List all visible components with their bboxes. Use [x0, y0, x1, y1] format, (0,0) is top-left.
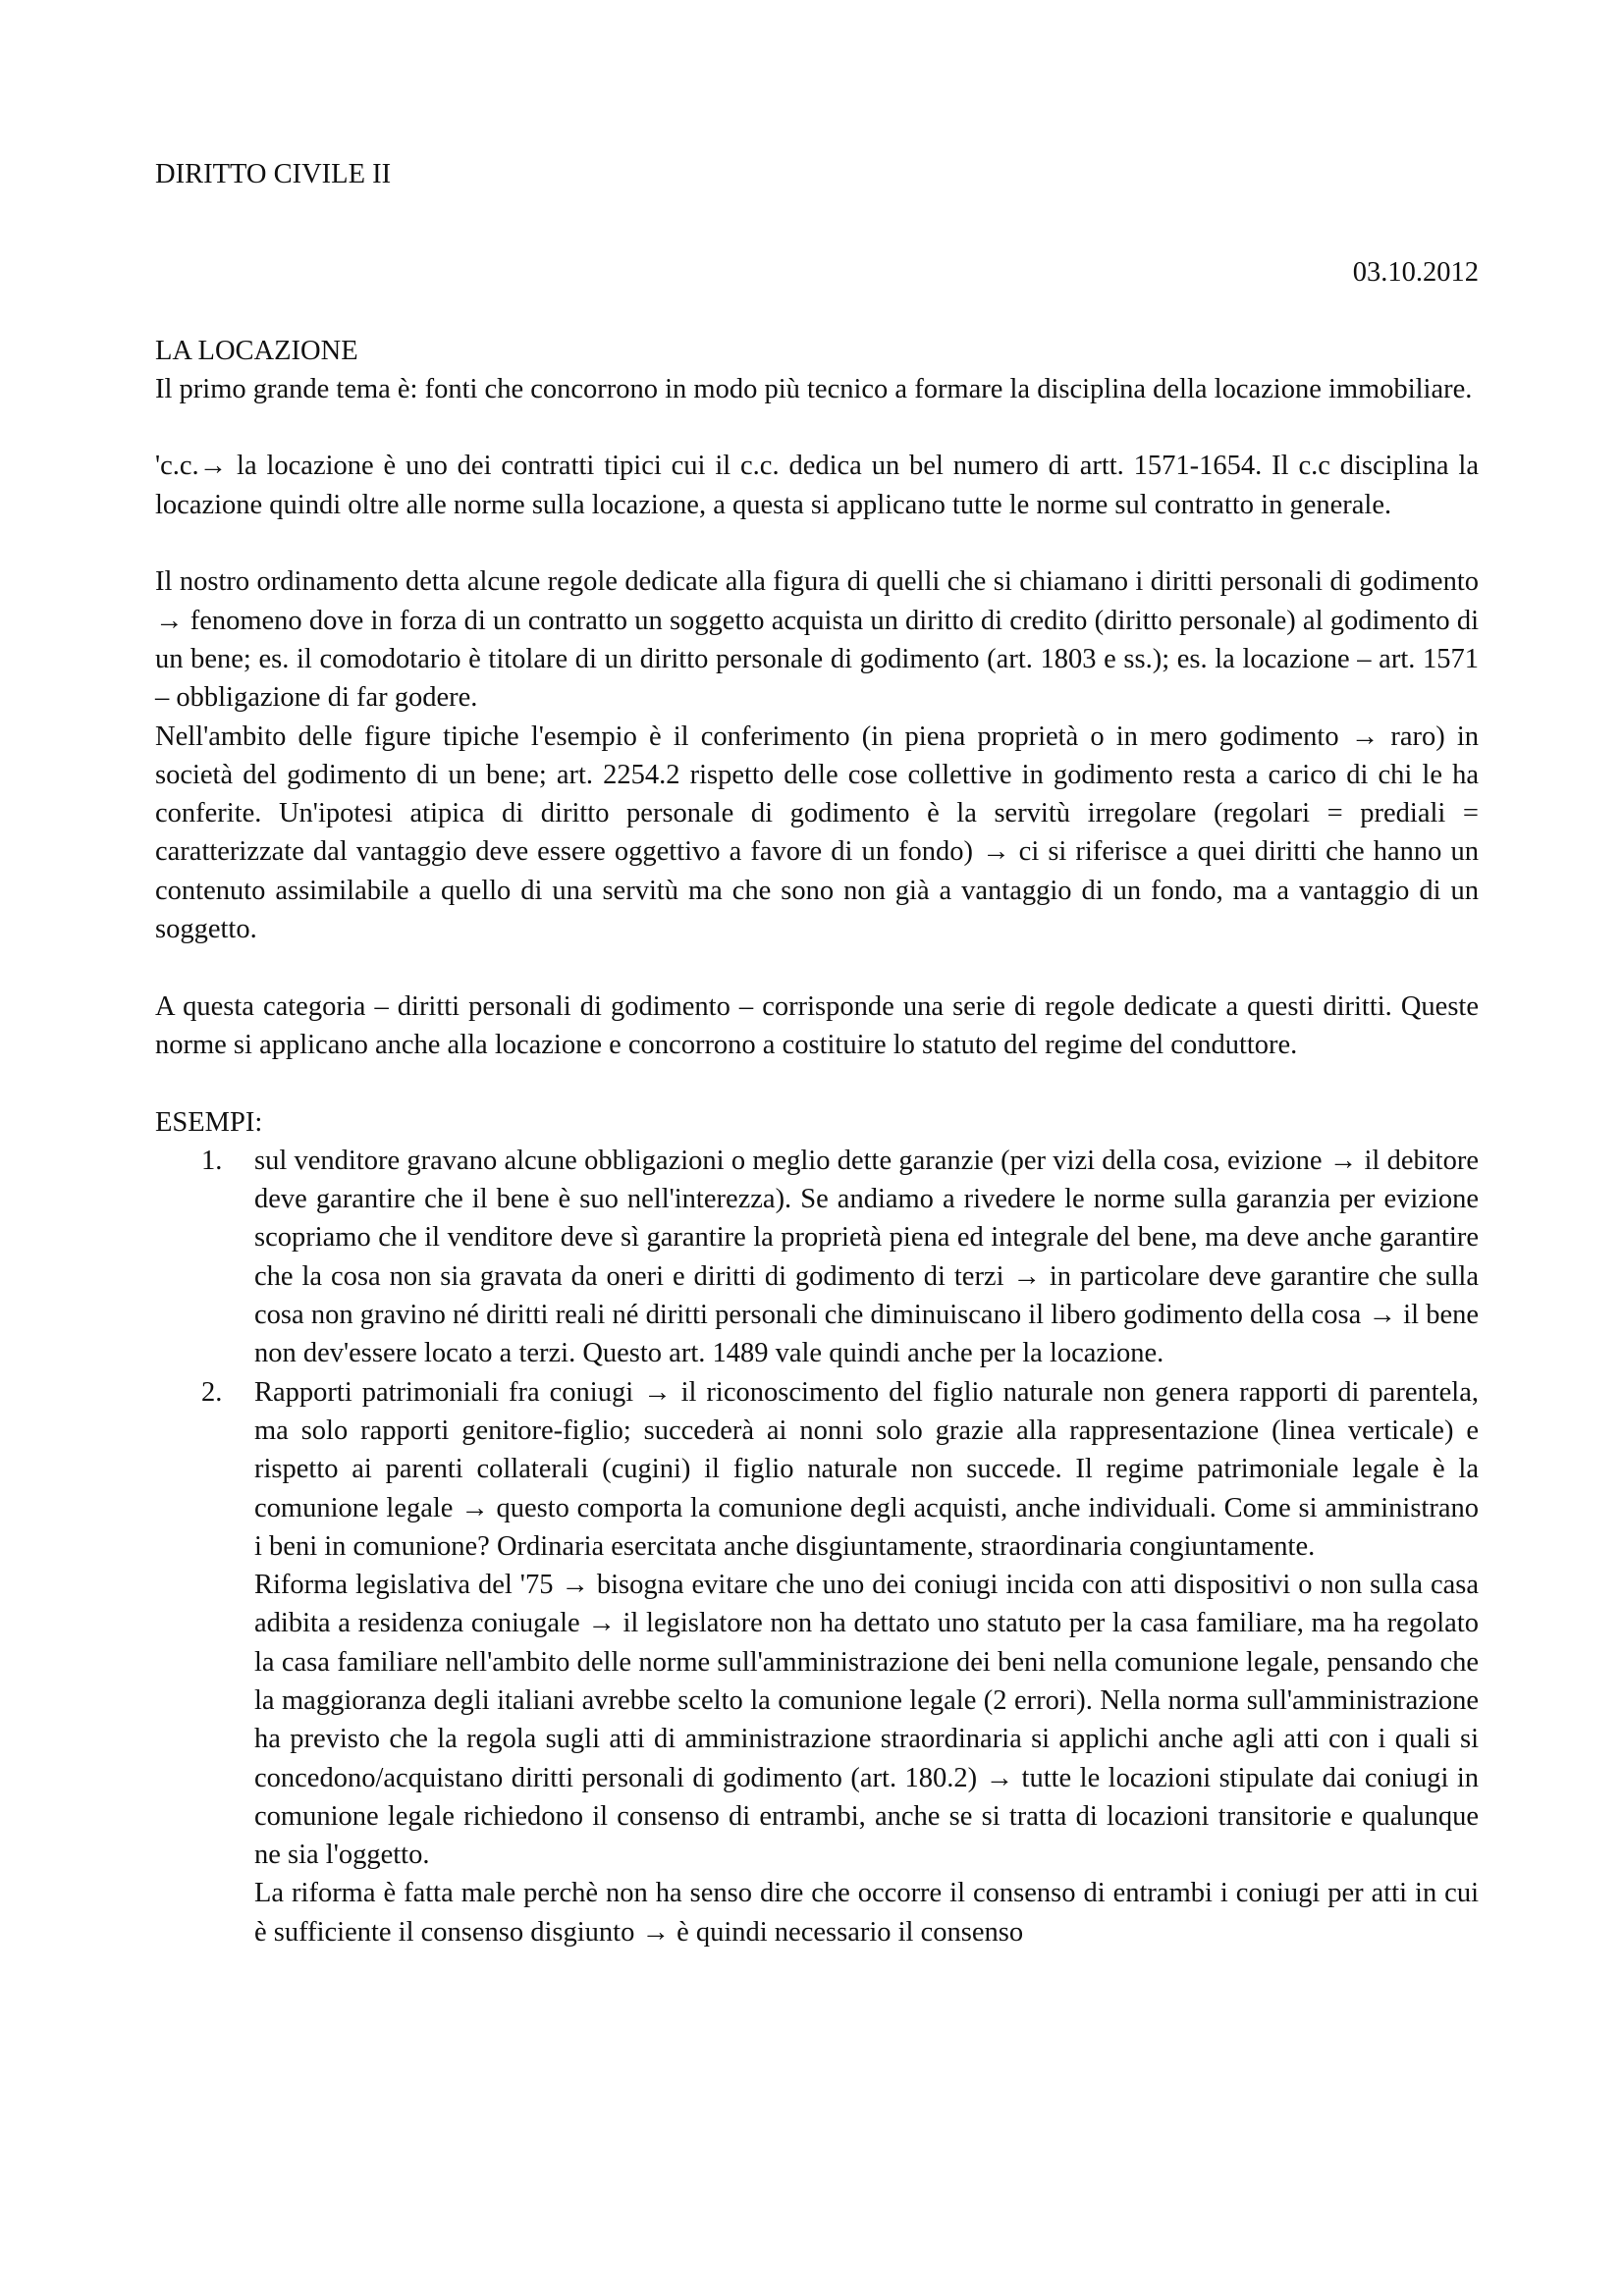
list-item-number: 1.	[201, 1145, 223, 1176]
list-item-paragraph: Riforma legislativa del '75 → bisogna evitare che uno dei coniugi incida con atti dispositivi o non sulla casa adibita a residenza coniugale → il legislatore non ha dettato uno statuto per la casa familiare, ma ha regolato la casa familiare nell'ambito delle norme sull'amministrazione dei beni nella comunione legale, pensando che la maggioranza degli italiani avrebbe scelto la comunione legale (2 errori). Nella norma sull'amministrazione ha previsto che la regola sugli atti di amministrazione straordinaria si applichi anche agli atti con i quali si concedono/acquistano diritti personali di godimento (art. 180.2) → tutte le locazioni stipulate dai coniugi in comunione legale richiedono il consenso di entrambi, anche se si tratta di locazioni transitorie e qualunque ne sia l'oggetto.	[254, 1570, 1479, 1871]
list-item-paragraph: La riforma è fatta male perchè non ha senso dire che occorre il consenso di entrambi i coniugi per atti in cui è sufficiente il consenso disgiunto → è quindi necessario il consenso	[254, 1878, 1479, 1948]
list-item-number: 2.	[201, 1376, 223, 1408]
paragraph: A questa categoria – diritti personali di godimento – corrisponde una serie di regole dedicate a questi diritti. Queste norme si applicano anche alla locazione e concorrono a costituire lo statuto del regime del conduttore.	[155, 990, 1479, 1060]
paragraph-spacer	[155, 948, 1479, 987]
examples-label: ESEMPI:	[155, 1106, 263, 1138]
paragraph: Nell'ambito delle figure tipiche l'esempio è il conferimento (in piena proprietà o in mero godimento → raro) in società del godimento di un bene; art. 2254.2 rispetto delle cose collettive in godimento resta a carico di chi le ha conferite. Un'ipotesi atipica di diritto personale di godimento è la servitù irregolare (regolari = prediali = caratterizzate dal vantaggio deve essere oggettivo a favore di un fondo) → ci si riferisce a quei diritti che hanno un contenuto assimilabile a quello di una servitù ma che sono non già a vantaggio di un fondo, ma a vantaggio di un soggetto.	[155, 721, 1479, 945]
list-item	[155, 1142, 1479, 1373]
paragraph: Il primo grande tema è: fonti che concorrono in modo più tecnico a formare la disciplina della locazione immobiliare.	[155, 373, 1473, 404]
paragraph-spacer	[155, 408, 1479, 447]
paragraph-spacer	[155, 524, 1479, 562]
examples-list	[155, 1142, 1479, 1951]
document-title: DIRITTO CIVILE II	[155, 159, 392, 189]
list-item	[155, 1373, 1479, 1951]
section-title: LA LOCAZIONE	[155, 335, 358, 366]
document-page	[155, 155, 1479, 1951]
list-item-paragraph: sul venditore gravano alcune obbligazioni o meglio dette garanzie (per vizi della cosa, evizione → il debitore deve garantire che il bene è suo nell'interezza). Se andiamo a rivedere le norme sulla garanzia per evizione scopriamo che il venditore deve sì garantire la proprietà piena ed integrale del bene, ma deve anche garantire che la cosa non sia gravata da oneri e diritti di godimento di terzi → in particolare deve garantire che sulla cosa non gravino né diritti reali né diritti personali che diminuiscano il libero godimento della cosa → il bene non dev'essere locato a terzi. Questo art. 1489 vale quindi anche per la locazione.	[254, 1145, 1479, 1369]
paragraph: 'c.c.→ la locazione è uno dei contratti tipici cui il c.c. dedica un bel numero di artt. 1571-1654. Il c.c disciplina la locazione quindi oltre alle norme sulla locazione, a questa si applicano tutte le norme sul contratto in generale.	[155, 451, 1479, 520]
paragraph: Il nostro ordinamento detta alcune regole dedicate alla figura di quelli che si chiamano i diritti personali di godimento → fenomeno dove in forza di un contratto un soggetto acquista un diritto di credito (diritto personale) al godimento di un bene; es. il comodotario è titolare di un diritto personale di godimento (art. 1803 e ss.); es. la locazione – art. 1571 – obbligazione di far godere.	[155, 566, 1479, 714]
list-item-paragraph: Rapporti patrimoniali fra coniugi → il riconoscimento del figlio naturale non genera rapporti di parentela, ma solo rapporti genitore-figlio; succederà ai nonni solo grazie alla rappresentazione (linea verticale) e rispetto ai parenti collaterali (cugini) il figlio naturale non succede. Il regime patrimoniale legale è la comunione legale → questo comporta la comunione degli acquisti, anche individuali. Come si amministrano i beni in comunione? Ordinaria esercitata anche disgiuntamente, straordinaria congiuntamente.	[254, 1376, 1479, 1562]
document-date: 03.10.2012	[1352, 257, 1479, 289]
